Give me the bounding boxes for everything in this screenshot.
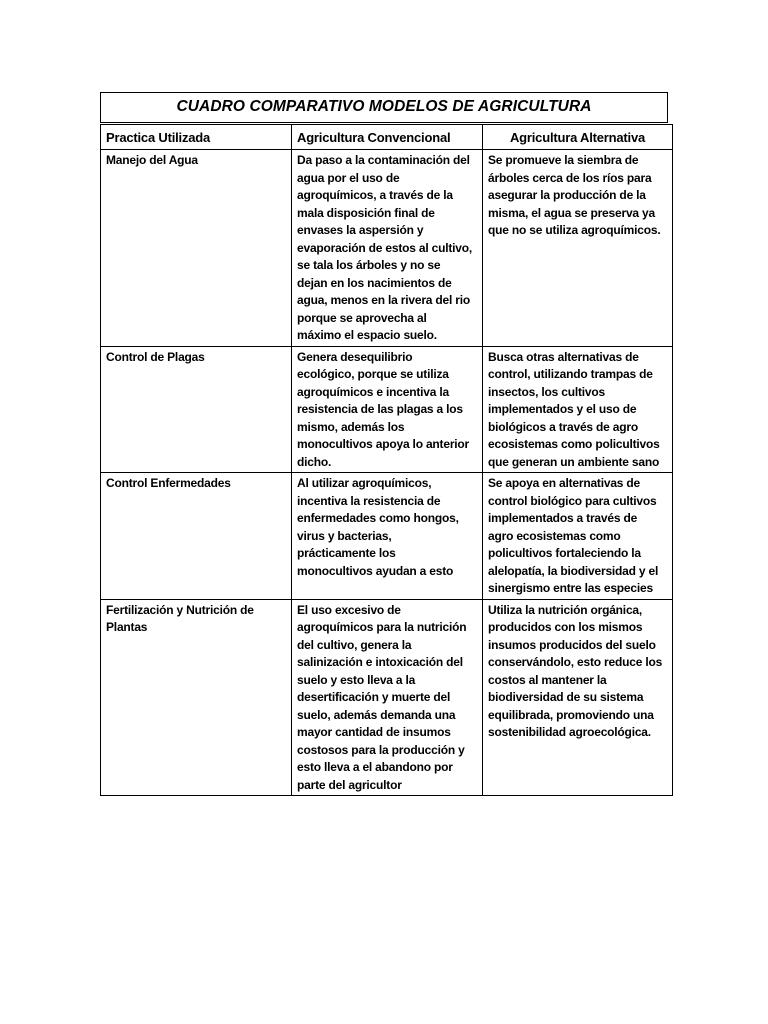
header-alternative: Agricultura Alternativa (483, 125, 673, 150)
conventional-cell (292, 346, 483, 473)
alternative-cell (483, 346, 673, 473)
practice-text: Manejo del Agua (106, 153, 198, 167)
header-conventional: Agricultura Convencional (292, 125, 483, 150)
header-row (101, 125, 673, 150)
practice-cell (101, 599, 292, 796)
conventional-cell (292, 473, 483, 600)
alternative-cell (483, 599, 673, 796)
table-row (101, 150, 673, 347)
practice-cell (101, 473, 292, 600)
alternative-text: Utiliza la nutrición orgánica, producidos con los mismos insumos producidos del suelo conservándolo, esto reduce los costos al mantener la biodiversidad de su sistema equilibrada, promoviendo una sostenibilidad agroecológica. (488, 602, 663, 739)
table-row (101, 346, 673, 473)
alternative-text: Se promueve la siembra de árboles cerca de los ríos para asegurar la producción de la misma, el agua se preserva ya que no se utiliza agroquímicos. (488, 153, 661, 237)
practice-text: Control de Plagas (106, 349, 205, 364)
table-title: CUADRO COMPARATIVO MODELOS DE AGRICULTURA (100, 92, 668, 123)
conventional-cell (292, 150, 483, 347)
alternative-text: Busca otras alternativas de control, utilizando trampas de insectos, los cultivos implementados y el uso de biológicos a través de agro ecosistemas como policultivos que generan un ambiente sano (488, 349, 660, 469)
conventional-cell (292, 599, 483, 796)
practice-cell (101, 346, 292, 473)
alternative-cell (483, 473, 673, 600)
practice-cell (101, 150, 292, 347)
conventional-text: Da paso a la contaminación del agua por el uso de agroquímicos, a través de la mala disposición final de envases la aspersión y evaporación de estos al cultivo, se tala los árboles y no se dejan en los nacimientos de agua, menos en la rivera del rio porque se aprovecha al máximo el espacio suelo. (297, 153, 472, 342)
practice-text: Fertilización y Nutrición de Plantas (106, 602, 254, 634)
alternative-cell (483, 150, 673, 347)
comparison-table (100, 124, 673, 796)
practice-text: Control Enfermedades (106, 476, 231, 490)
table-row (101, 473, 673, 600)
header-practice: Practica Utilizada (101, 125, 292, 150)
alternative-text: Se apoya en alternativas de control biológico para cultivos implementados a través de agro ecosistemas como policultivos fortaleciendo la alelopatía, la biodiversidad y el sinergismo entre las especies (488, 476, 659, 595)
conventional-text: Genera desequilibrio ecológico, porque se utiliza agroquímicos e incentiva la resistencia de las plagas a los mismo, además los monocultivos apoya lo anterior dicho. (297, 349, 470, 469)
conventional-text: El uso excesivo de agroquímicos para la nutrición del cultivo, genera la salinización e intoxicación del suelo y esto lleva a la desertificación y muerte del suelo, además demanda una mayor cantidad de insumos costosos para la producción y esto lleva a el abandono por parte del agricultor (297, 602, 467, 792)
table-row (101, 599, 673, 796)
conventional-text: Al utilizar agroquímicos, incentiva la resistencia de enfermedades como hongos, virus y bacterias, prácticamente los monocultivos ayudan a esto (297, 476, 459, 578)
